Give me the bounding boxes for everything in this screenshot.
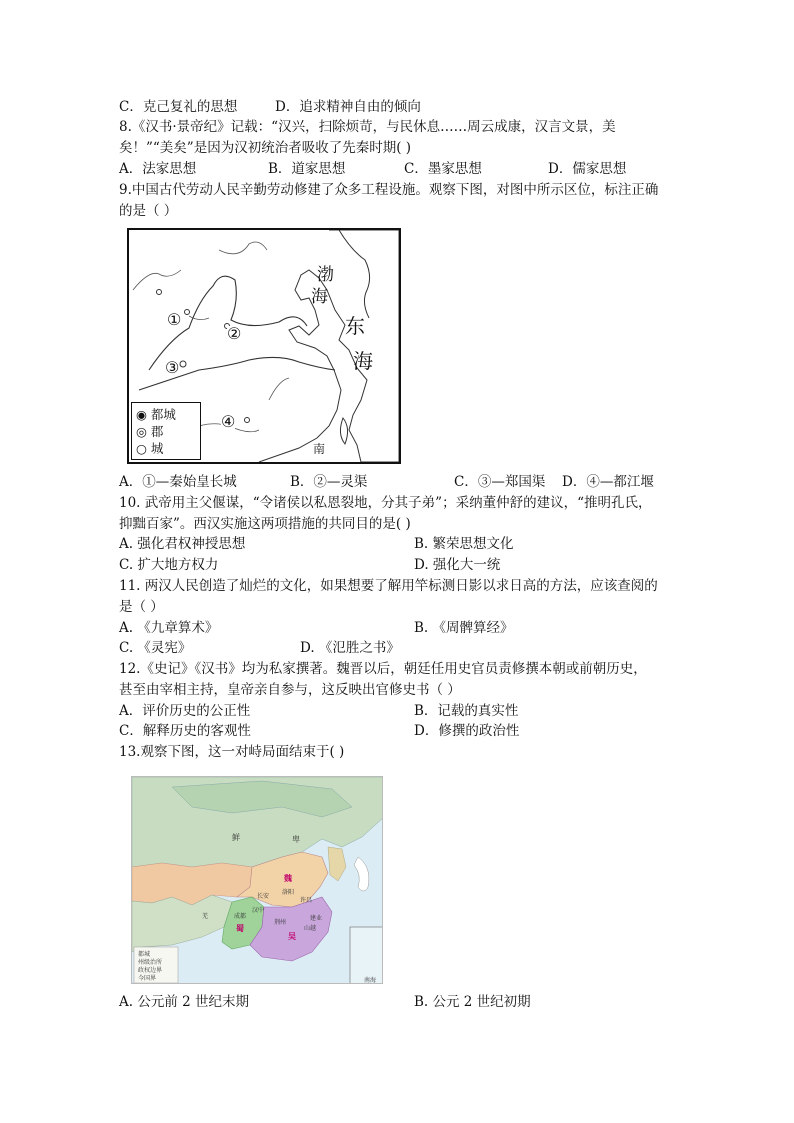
xianbei-label-1: 鲜: [232, 833, 240, 842]
q9-option-b: B．②—灵渠: [290, 474, 368, 490]
bohai-label-2: 海: [311, 287, 328, 307]
q8-option-c: C．墨家思想: [404, 161, 482, 177]
q12-option-a: A．评价历史的公正性: [119, 703, 251, 719]
q11-option-c: C. 《灵宪》: [119, 640, 192, 656]
q9-stem-line1: 9.中国古代劳动人民辛勤劳动修建了众多工程设施。观察下图，对图中所示区位，标注正确: [119, 182, 659, 198]
q8-option-d: D．儒家思想: [548, 161, 627, 177]
legend-capital-2: 都城: [138, 951, 151, 958]
shanyue-label: 山越: [304, 925, 317, 932]
q12-option-d: D．修撰的政治性: [414, 723, 520, 739]
q10-option-a: A. 强化君权神授思想: [119, 536, 246, 552]
inset-south-sea-label: 南海: [364, 977, 377, 984]
marker-1: ①: [167, 310, 182, 329]
q9-map-legend: [131, 402, 201, 460]
q13-stem: 13.观察下图，这一对峙局面结束于( ): [119, 744, 345, 760]
q12-stem-line2: 甚至由宰相主持，皇帝亲自参与，这反映出官修史书（ ）: [119, 682, 461, 698]
q10-stem-line1: 10. 武帝用主父偃谋，“令诸侯以私恩裂地，分其子弟”；采纳董仲舒的建议，“推明孔氏，: [119, 495, 652, 511]
q8-option-a: A．法家思想: [119, 161, 197, 177]
q13-map-drawing: [132, 777, 383, 984]
q12-option-b: B．记载的真实性: [414, 703, 519, 719]
q9-option-d: D．④—都江堰: [562, 474, 654, 490]
q10-stem-line2: 抑黜百家”。西汉实施这两项措施的共同目的是( ): [119, 516, 411, 532]
hanzhong-label: 汉中: [252, 907, 265, 914]
changan-label: 长安: [257, 893, 270, 900]
bohai-label-1: 渤: [317, 265, 334, 285]
commandery-symbol-icon: ◎: [136, 424, 147, 439]
legend-regime-border: 政权边界: [138, 967, 163, 974]
legend-prefecture: 州级治所: [138, 959, 163, 966]
xuchang-label: 许昌: [300, 897, 313, 904]
wu-label: 吴: [288, 931, 296, 941]
q11-option-b: B. 《周髀算经》: [414, 620, 514, 636]
q9-option-c: C．③—郑国渠: [454, 474, 546, 490]
legend-commandery: ◎ 郡: [136, 424, 164, 439]
chengdu-label: 成都: [234, 913, 247, 920]
luoyang-label: 洛阳: [282, 889, 295, 896]
marker-3: ③: [165, 358, 180, 377]
q10-option-c: C. 扩大地方权力: [119, 557, 219, 573]
wei-label: 魏: [284, 873, 292, 883]
q11-stem-line1: 11. 两汉人民创造了灿烂的文化，如果想要了解用竿标测日影以求日高的方法，应该查阅的: [119, 578, 658, 594]
shu-label: 蜀: [236, 923, 244, 933]
q11-stem-line2: 是（ ）: [119, 599, 164, 615]
q9-option-a: A．①—秦始皇长城: [119, 474, 237, 490]
q9-map: [127, 228, 401, 464]
q11-option-a: A. 《九章算术》: [119, 620, 219, 636]
q11-option-d: D. 《氾胜之书》: [300, 640, 400, 656]
east-sea-label-2: 海: [353, 349, 373, 373]
jingzhou-label: 荆州: [274, 919, 287, 926]
q13-three-kingdoms-map: [131, 776, 383, 984]
capital-symbol-icon: ◉: [136, 407, 147, 422]
q12-stem-line1: 12.《史记》《汉书》均为私家撰著。魏晋以后，朝廷任用史官员责修撰本朝或前朝历史，: [119, 661, 647, 677]
q10-option-d: D. 强化大一统: [414, 557, 501, 573]
jianye-label: 建业: [310, 915, 323, 922]
marker-4: ④: [221, 412, 236, 431]
legend-capital: ◉ 都城: [136, 407, 176, 422]
q13-option-a: A. 公元前 2 世纪末期: [119, 994, 250, 1010]
legend-city: ○ 城: [136, 441, 164, 456]
q7-option-c: C．克己复礼的思想: [119, 99, 238, 115]
q7-option-d: D．追求精神自由的倾向: [275, 99, 421, 115]
q10-option-b: B. 繁荣思想文化: [414, 536, 514, 552]
q8-stem-line2: 矣！”“美矣”是因为汉初统治者吸收了先秦时期( ): [119, 140, 412, 156]
south-sea-label: 南: [313, 442, 326, 456]
q8-stem-line1: 8.《汉书·景帝纪》记载：“汉兴，扫除烦苛，与民休息……周云成康，汉言文景，美: [119, 119, 616, 135]
xianbei-label-2: 卑: [292, 835, 300, 844]
q13-option-b: B. 公元 2 世纪初期: [414, 994, 531, 1010]
city-symbol-icon: ○: [136, 441, 147, 456]
legend-national-border: 今国界: [138, 975, 157, 982]
q8-option-b: B．道家思想: [268, 161, 346, 177]
marker-2: ②: [227, 324, 242, 343]
q12-option-c: C．解释历史的客观性: [119, 723, 251, 739]
east-sea-label-1: 东: [345, 314, 365, 338]
qiang-label: 羌: [202, 913, 209, 920]
q9-stem-line2: 的是（ ）: [119, 203, 178, 219]
